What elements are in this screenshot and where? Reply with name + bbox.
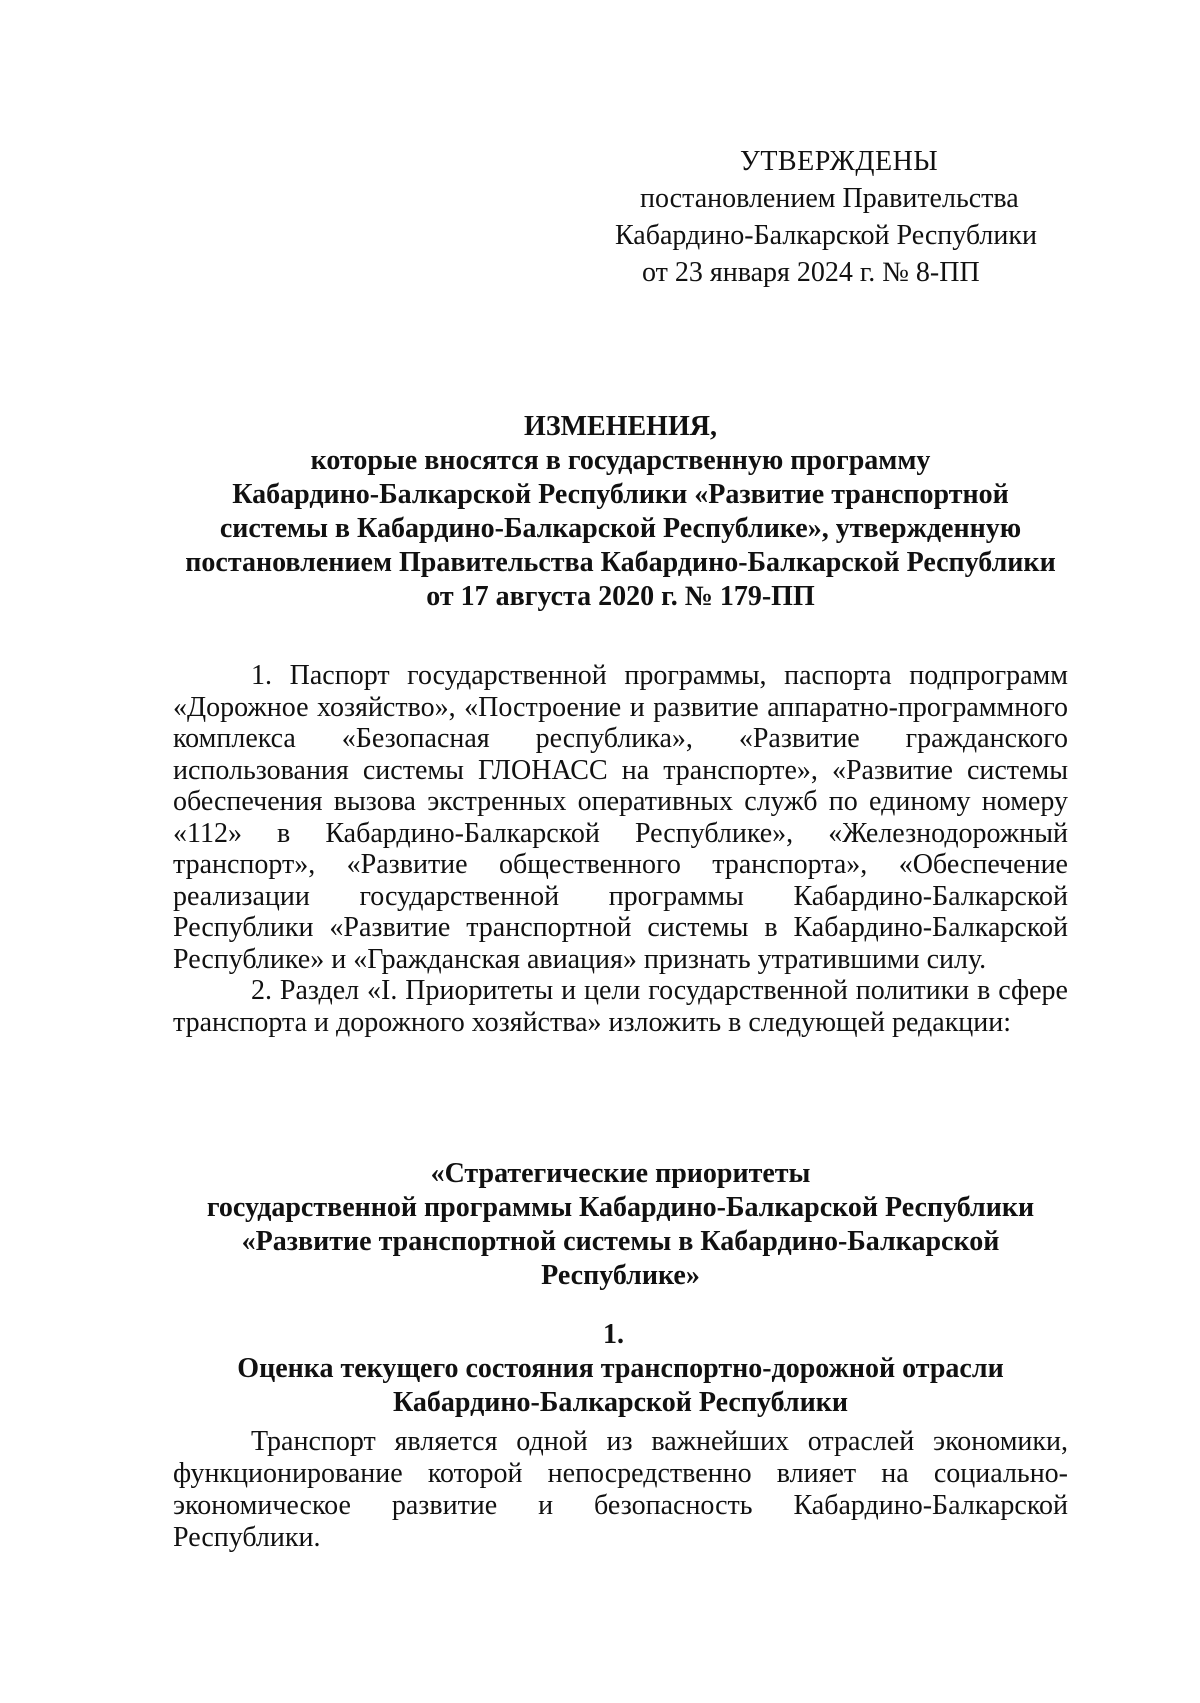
heading-title: ИЗМЕНЕНИЯ, — [524, 411, 717, 442]
approval-line-2: Кабардино-Балкарской Республики — [615, 220, 1037, 251]
paragraph-1: 1. Паспорт государственной программы, паспорта подпрограмм «Дорожное хозяйство», «Построение и развитие аппаратно-программного комплекса «Безопасная республика», «Развитие гражданского использования системы ГЛОНАСС на транспорте», «Развитие системы обеспечения вызова экстренных оперативных служб по единому номеру «112» в Кабардино-Балкарской Республике», «Железнодорожный транспорт», «Развитие общественного транспорта», «Обеспечение реализации государственной программы Кабардино-Балкарской Республики «Развитие транспортной системы в Кабардино-Балкарской Республике» и «Гражданская авиация» признать утратившими силу. — [173, 660, 1068, 975]
section-paragraph: Транспорт является одной из важнейших отраслей экономики, функционирование которой непосредственно влияет на социально-экономическое развитие и безопасность Кабардино-Балкарской Республики. — [173, 1426, 1068, 1553]
section-title-line-1 — [173, 1318, 1068, 1386]
approval-block — [600, 143, 1070, 291]
subheading-line-2: государственной программы Кабардино-Балкарской Республики — [206, 1192, 1035, 1223]
heading-line-2: Кабардино-Балкарской Республики «Развитие транспортной — [232, 479, 1009, 510]
strategic-priorities-heading — [173, 1157, 1068, 1293]
approval-line-3: от 23 января 2024 г. № 8-ПП — [642, 257, 980, 288]
subheading-line-1: «Стратегические приоритеты — [430, 1158, 811, 1189]
section-title-line-2: Кабардино-Балкарской Республики — [392, 1387, 849, 1418]
section-heading — [173, 1318, 1068, 1420]
heading-line-4: постановлением Правительства Кабардино-Балкарской Республики — [185, 547, 1056, 578]
section-title-text: Оценка текущего состояния транспортно-дорожной отрасли — [237, 1353, 1004, 1384]
heading-line-5: от 17 августа 2020 г. № 179-ПП — [426, 581, 815, 612]
approval-title: УТВЕРЖДЕНЫ — [740, 146, 939, 177]
heading-line-1: которые вносятся в государственную программу — [310, 445, 931, 476]
heading-line-3: системы в Кабардино-Балкарской Республике», утвержденную — [219, 513, 1022, 544]
section-number: 1. — [603, 1319, 624, 1350]
section-text — [173, 1426, 1068, 1554]
subheading-line-4: Республике» — [541, 1260, 700, 1291]
document-heading — [173, 410, 1068, 614]
body-text — [173, 660, 1068, 1038]
subheading-line-3: «Развитие транспортной системы в Кабардино-Балкарской — [241, 1226, 1000, 1257]
paragraph-2: 2. Раздел «I. Приоритеты и цели государственной политики в сфере транспорта и дорожного хозяйства» изложить в следующей редакции: — [173, 975, 1068, 1038]
approval-line-1: постановлением Правительства — [640, 183, 1019, 214]
